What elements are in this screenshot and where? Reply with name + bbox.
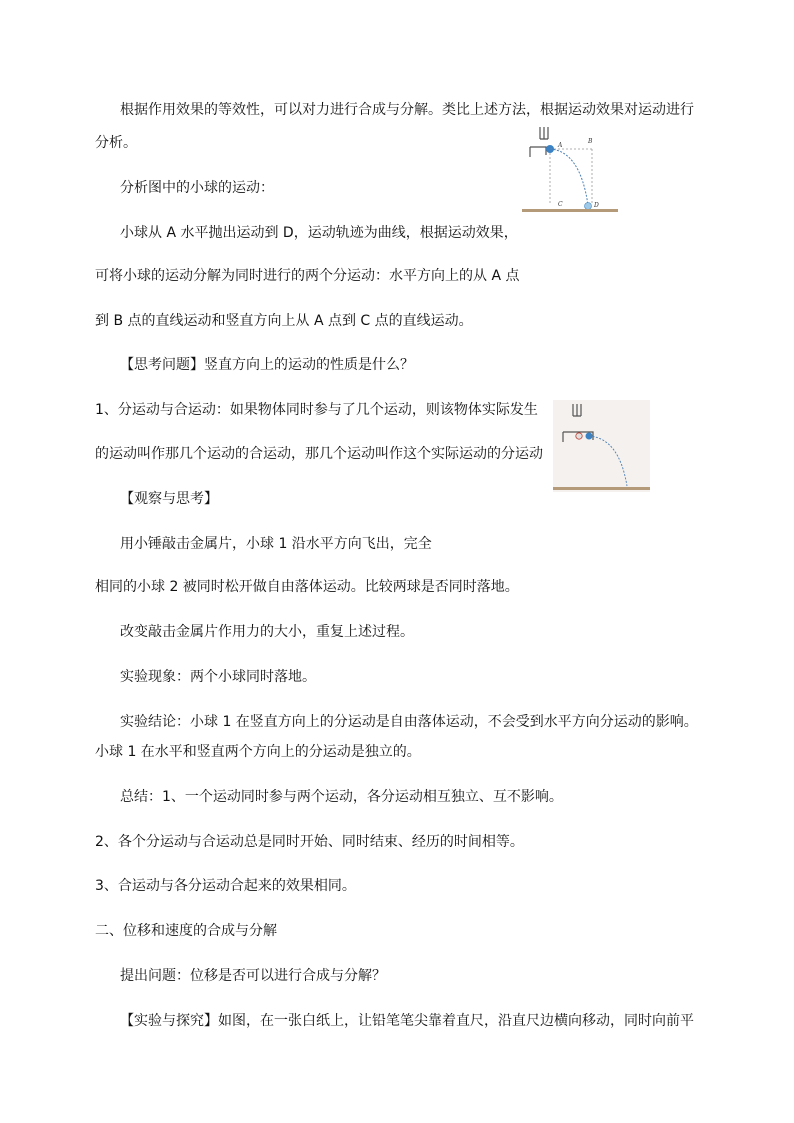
launcher-icon [530,127,548,157]
paragraph-5-line-2: 的运动叫作那几个运动的合运动，那几个运动叫作这个实际运动的分运动 [95,446,543,462]
paragraph-13: 3、合运动与各分运动合起来的效果相同。 [95,878,356,894]
paragraph-6: 【观察与思考】 [120,491,218,507]
paragraph-7-line-1: 用小锤敲击金属片，小球 1 沿水平方向飞出，完全 [120,536,432,552]
projectile-figure [520,125,620,215]
label-a: A [558,142,563,149]
paragraph-2: 分析图中的小球的运动： [120,180,274,196]
section-heading-2: 二、位移和速度的合成与分解 [95,923,277,939]
paragraph-4: 【思考问题】竖直方向上的运动的性质是什么？ [120,357,414,373]
paragraph-15: 提出问题：位移是否可以进行合成与分解？ [120,968,386,984]
paragraph-8: 改变敲击金属片作用力的大小，重复上述过程。 [120,624,414,640]
paragraph-3-line-3: 到 B 点的直线运动和竖直方向上从 A 点到 C 点的直线运动。 [95,313,473,329]
label-c: C [558,201,563,208]
ball-d [585,203,592,210]
paragraph-7-line-2: 相同的小球 2 被同时松开做自由落体运动。比较两球是否同时落地。 [95,579,519,595]
paragraph-1-line-2: 分析。 [95,135,137,151]
paragraph-5-line-1: 1、分运动与合运动：如果物体同时参与了几个运动，则该物体实际发生 [95,402,538,418]
ground-2 [553,487,650,490]
ground [522,209,618,212]
paragraph-1-line-1: 根据作用效果的等效性，可以对力进行合成与分解。类比上述方法，根据运动效果对运动进行 [120,102,694,118]
ball-2 [576,433,582,439]
paragraph-16: 【实验与探究】如图，在一张白纸上，让铅笔笔尖靠着直尺，沿直尺边横向移动，同时向前平 [120,1013,694,1029]
paragraph-9: 实验现象：两个小球同时落地。 [120,669,316,685]
paragraph-10-line-1: 实验结论：小球 1 在竖直方向上的分运动是自由落体运动，不会受到水平方向分运动的影响。 [120,714,698,730]
paragraph-10-line-2: 小球 1 在水平和竖直两个方向上的分运动是独立的。 [95,744,421,760]
label-b: B [588,138,593,145]
paragraph-12: 2、各个分运动与合运动总是同时开始、同时结束、经历的时间相等。 [95,834,524,850]
trajectory-curve [550,149,588,205]
two-ball-figure [553,400,650,492]
paragraph-11: 总结：1、一个运动同时参与两个运动，各分运动相互独立、互不影响。 [120,789,563,805]
label-d: D [594,202,599,209]
paragraph-3-line-1: 小球从 A 水平抛出运动到 D，运动轨迹为曲线，根据运动效果， [120,225,518,241]
paragraph-3-line-2: 可将小球的运动分解为同时进行的两个分运动：水平方向上的从 A 点 [95,268,520,284]
